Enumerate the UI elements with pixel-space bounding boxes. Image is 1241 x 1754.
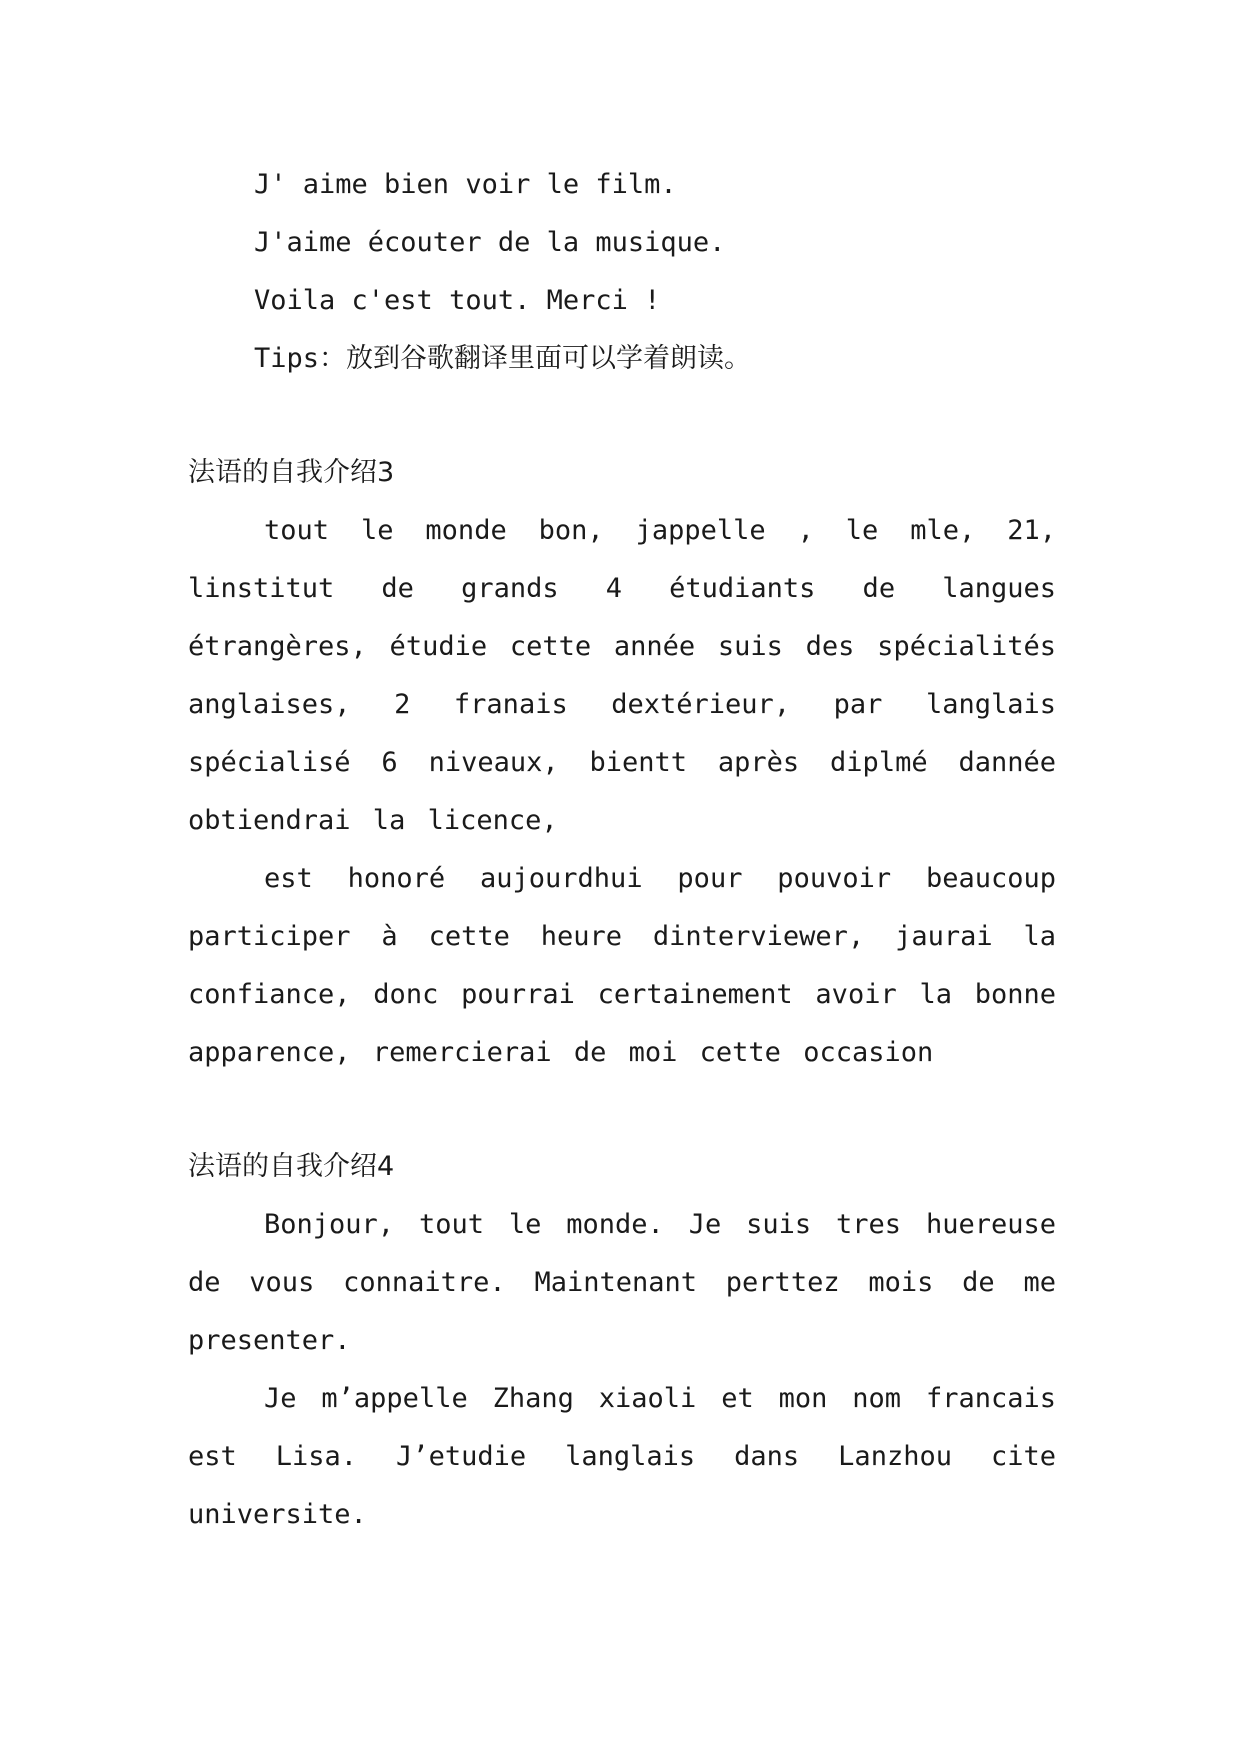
tips-line: Tips：放到谷歌翻译里面可以学着朗读。 — [254, 343, 752, 374]
document-content — [188, 156, 1056, 1544]
paragraph: Je m’appelle Zhang xiaoli et mon nom francais est Lisa. J’etudie langlais dans Lanzhou cite universite. — [188, 1383, 1056, 1530]
section-heading-3: 法语的自我介绍3 — [188, 457, 395, 488]
paragraph: tout le monde bon, jappelle , le mle, 21, linstitut de grands 4 étudiants de langues étrangères, étudie cette année suis des spécialités anglaises, 2 franais dextérieur, par langlais spécialisé 6 niveaux, bientt après diplmé dannée obtiendrai la licence, — [188, 515, 1056, 836]
paragraph: Bonjour, tout le monde. Je suis tres huereuse de vous connaitre. Maintenant perttez mois de me presenter. — [188, 1209, 1056, 1356]
text-line: J' aime bien voir le film. — [254, 169, 677, 200]
paragraph: est honoré aujourdhui pour pouvoir beaucoup participer à cette heure dinterviewer, jaurai la confiance, donc pourrai certainement avoir la bonne apparence, remercierai de moi cette occasion — [188, 863, 1056, 1068]
section-heading-4: 法语的自我介绍4 — [188, 1151, 395, 1182]
text-line: Voila c'est tout. Merci ! — [254, 285, 661, 316]
text-line: J'aime écouter de la musique. — [254, 227, 726, 258]
